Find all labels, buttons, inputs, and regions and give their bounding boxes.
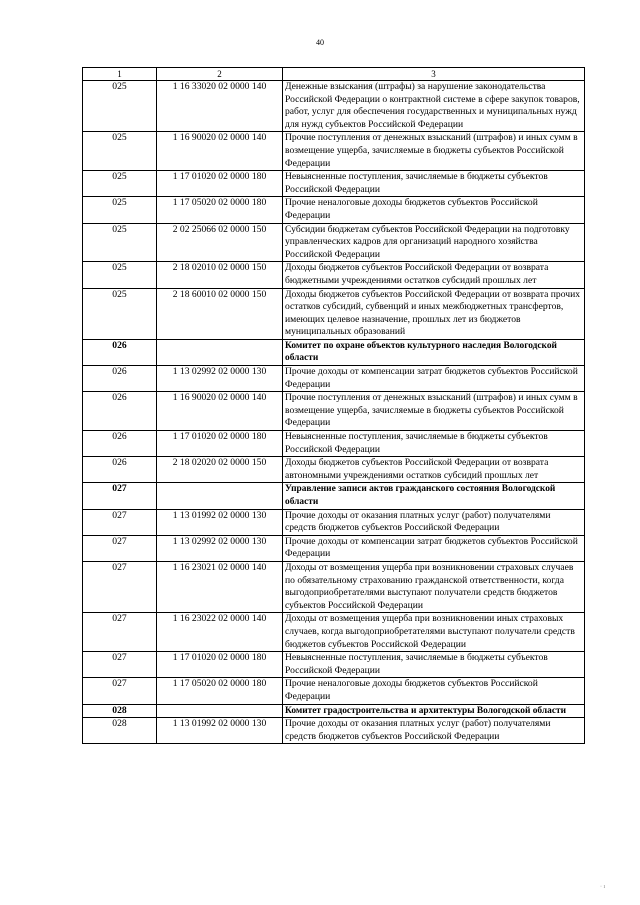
revenue-name-cell: Невыясненные поступления, зачисляемые в бюджеты субъектов Российской Федерации [283,652,585,678]
revenue-code-cell [157,704,283,718]
admin-code-cell: 026 [83,457,157,483]
revenue-code-cell: 1 13 02992 02 0000 130 [157,535,283,561]
admin-code-cell: 027 [83,509,157,535]
admin-code-cell: 027 [83,652,157,678]
revenue-code-cell: 2 18 02020 02 0000 150 [157,457,283,483]
revenue-code-cell: 1 17 05020 02 0000 180 [157,678,283,704]
admin-code-cell: 027 [83,483,157,509]
revenue-name-cell: Прочие поступления от денежных взысканий (штрафов) и иных сумм в возмещение ущерба, зачисляемые в бюджеты субъектов Российской Федерации [283,392,585,431]
admin-code-cell: 025 [83,288,157,339]
revenue-name-cell: Доходы от возмещения ущерба при возникновении иных страховых случаев, когда выгодоприобретателями выступают получатели средств бюджетов субъектов Российской Федерации [283,613,585,652]
table-row [83,262,585,288]
table-row [83,535,585,561]
table-row [83,171,585,197]
table-row [83,613,585,652]
page-number: 40 [316,38,324,47]
admin-code-cell: 025 [83,171,157,197]
admin-code-cell: 027 [83,678,157,704]
table-header-row [83,68,585,81]
table-row [83,718,585,744]
table-section-row [83,483,585,509]
revenue-code-cell: 1 16 33020 02 0000 140 [157,81,283,132]
table-row [83,561,585,612]
revenue-code-cell: 1 13 02992 02 0000 130 [157,366,283,392]
revenue-code-cell: 1 17 01020 02 0000 180 [157,652,283,678]
revenue-code-cell: 1 13 01992 02 0000 130 [157,718,283,744]
administrator-name-cell: Управление записи актов гражданского состояния Вологодской области [283,483,585,509]
revenue-code-cell: 1 16 90020 02 0000 140 [157,392,283,431]
admin-code-cell: 027 [83,535,157,561]
admin-code-cell: 026 [83,392,157,431]
table-row [83,132,585,171]
revenue-name-cell: Прочие неналоговые доходы бюджетов субъектов Российской Федерации [283,678,585,704]
table-row [83,509,585,535]
admin-code-cell: 026 [83,431,157,457]
admin-code-cell: 027 [83,613,157,652]
table-row [83,366,585,392]
revenue-name-cell: Прочие неналоговые доходы бюджетов субъектов Российской Федерации [283,197,585,223]
table-row [83,652,585,678]
revenue-name-cell: Прочие доходы от компенсации затрат бюджетов субъектов Российской Федерации [283,366,585,392]
revenue-name-cell: Доходы бюджетов субъектов Российской Федерации от возврата бюджетными учреждениями остатков субсидий прошлых лет [283,262,585,288]
revenue-code-cell: 1 13 01992 02 0000 130 [157,509,283,535]
table-section-row [83,704,585,718]
revenue-code-cell: 1 16 90020 02 0000 140 [157,132,283,171]
revenue-name-cell: Субсидии бюджетам субъектов Российской Федерации на подготовку управленческих кадров для организаций народного хозяйства Российской Федерации [283,223,585,262]
revenue-code-cell [157,483,283,509]
table-row [83,431,585,457]
revenue-code-cell: 1 17 01020 02 0000 180 [157,171,283,197]
table-row [83,223,585,262]
table-row [83,81,585,132]
revenue-codes-table [82,67,585,744]
admin-code-cell: 026 [83,339,157,365]
revenue-name-cell: Прочие доходы от компенсации затрат бюджетов субъектов Российской Федерации [283,535,585,561]
revenue-code-cell: 2 02 25066 02 0000 150 [157,223,283,262]
table-row [83,457,585,483]
revenue-name-cell: Прочие доходы от оказания платных услуг (работ) получателями средств бюджетов субъектов Российской Федерации [283,509,585,535]
revenue-code-cell: 1 17 05020 02 0000 180 [157,197,283,223]
admin-code-cell: 025 [83,223,157,262]
admin-code-cell: 025 [83,262,157,288]
revenue-name-cell: Прочие поступления от денежных взысканий (штрафов) и иных сумм в возмещение ущерба, зачисляемые в бюджеты субъектов Российской Федерации [283,132,585,171]
table-row [83,288,585,339]
revenue-code-cell: 1 17 01020 02 0000 180 [157,431,283,457]
admin-code-cell: 028 [83,718,157,744]
administrator-name-cell: Комитет по охране объектов культурного наследия Вологодской области [283,339,585,365]
administrator-name-cell: Комитет градостроительства и архитектуры Вологодской области [283,704,585,718]
admin-code-cell: 028 [83,704,157,718]
admin-code-cell: 025 [83,132,157,171]
table-body [83,81,585,744]
column-header-1: 1 [83,68,157,81]
revenue-code-cell: 2 18 02010 02 0000 150 [157,262,283,288]
revenue-name-cell: Невыясненные поступления, зачисляемые в бюджеты субъектов Российской Федерации [283,431,585,457]
revenue-name-cell: Денежные взыскания (штрафы) за нарушение законодательства Российской Федерации о контрактной системе в сфере закупок товаров, работ, услуг для обеспечения государственных и муниципальных нужд для нужд субъектов Российской Федерации [283,81,585,132]
revenue-name-cell: Невыясненные поступления, зачисляемые в бюджеты субъектов Российской Федерации [283,171,585,197]
scan-artifact-mark: · ı [600,884,606,890]
revenue-code-cell: 1 16 23021 02 0000 140 [157,561,283,612]
revenue-code-cell: 2 18 60010 02 0000 150 [157,288,283,339]
revenue-name-cell: Прочие доходы от оказания платных услуг (работ) получателями средств бюджетов субъектов Российской Федерации [283,718,585,744]
table-section-row [83,339,585,365]
revenue-name-cell: Доходы от возмещения ущерба при возникновении страховых случаев по обязательному страхованию гражданской ответственности, когда выгодоприобретателями выступают получатели средств бюджетов субъектов Российской Федерации [283,561,585,612]
table-row [83,197,585,223]
table-row [83,392,585,431]
admin-code-cell: 026 [83,366,157,392]
revenue-code-cell [157,339,283,365]
revenue-name-cell: Доходы бюджетов субъектов Российской Федерации от возврата прочих остатков субсидий, субвенций и иных межбюджетных трансфертов, имеющих целевое назначение, прошлых лет из бюджетов муниципальных образований [283,288,585,339]
column-header-2: 2 [157,68,283,81]
revenue-name-cell: Доходы бюджетов субъектов Российской Федерации от возврата автономными учреждениями остатков субсидий прошлых лет [283,457,585,483]
admin-code-cell: 027 [83,561,157,612]
column-header-3: 3 [283,68,585,81]
revenue-code-cell: 1 16 23022 02 0000 140 [157,613,283,652]
admin-code-cell: 025 [83,197,157,223]
admin-code-cell: 025 [83,81,157,132]
table-row [83,678,585,704]
